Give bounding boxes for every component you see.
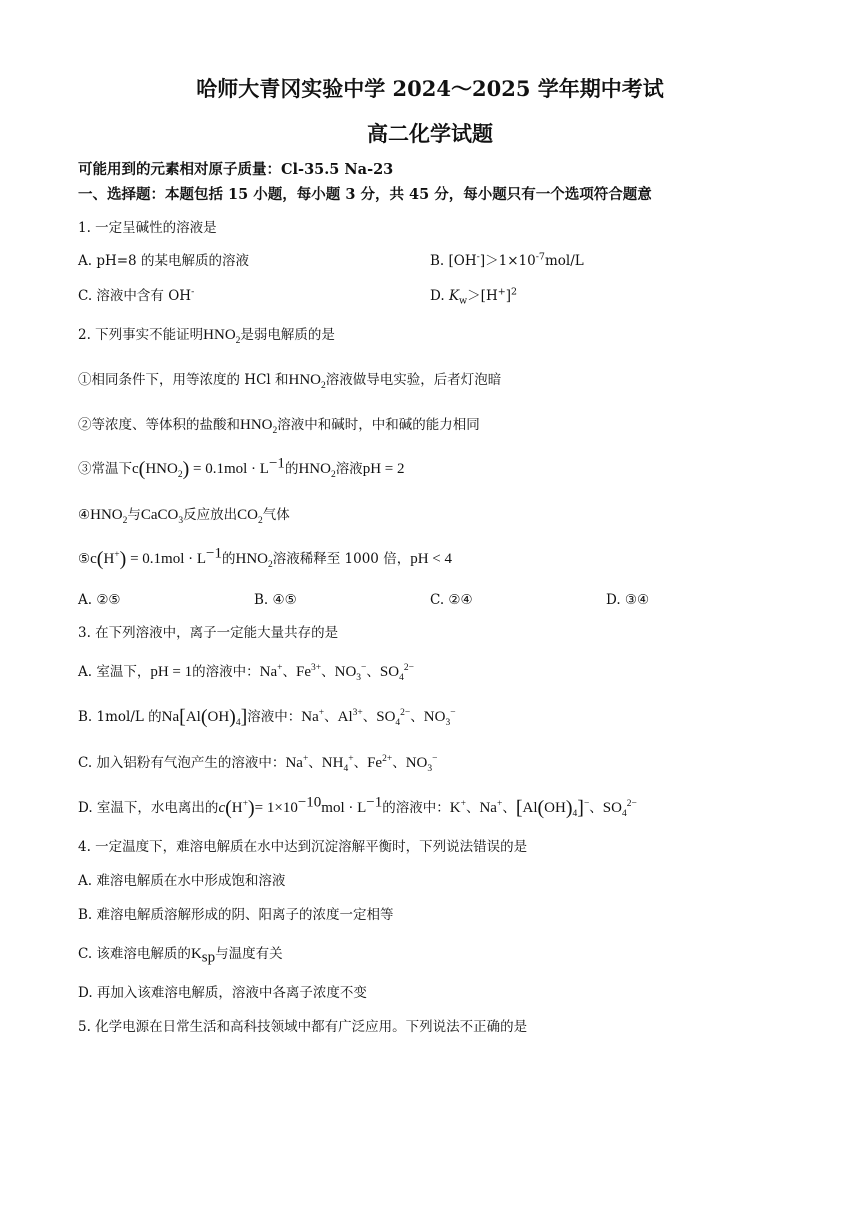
q1-option-a: A. pH=8 的某电解质的溶液 (78, 253, 249, 269)
q3-option-a: A. 室温下，pH = 1的溶液中：Na+、$Fe^{3+}$、$NO_3^-$、$SO_4^{2-}$ (78, 663, 414, 683)
q2-option-b: B. ④⑤ (254, 592, 297, 608)
q1-option-d: D. $K_w>[H^+]^2$ (430, 286, 518, 307)
q2-option-a: A. ②⑤ (78, 592, 121, 608)
atomic-mass-note: 可能用到的元素相对原子质量：Cl-35.5 Na-23 (78, 161, 394, 178)
q1-option-c: C. 溶液中含有 OH- (78, 286, 195, 304)
q1-option-b: B. $[OH^-]>1\times 10^{-7}mol/L$ (430, 251, 584, 269)
exam-subtitle: 高二化学试题 (367, 121, 493, 146)
section-heading: 一、选择题：本题包括 15 小题，每小题 3 分，共 45 分，每小题只有一个选项符合题意 (78, 186, 652, 203)
exam-title: 哈师大青冈实验中学 2024～2025 学年期中考试 (196, 76, 664, 101)
q2-statement-3: ③常温下$c(HNO_2) = 0.1mol \cdot L^{-1}$的$HNO_2$溶液pH = 2 (78, 455, 405, 480)
q4-option-b: B. 难溶电解质溶解形成的阴、阳离子的浓度一定相等 (78, 907, 394, 923)
q2-option-d: D. ③④ (606, 592, 650, 608)
q2-statement-1: ①相同条件下，用等浓度的 HCl 和$HNO_2$溶液做导电实验，后者灯泡暗 (78, 372, 502, 391)
q4-option-d: D. 再加入该难溶电解质，溶液中各离子浓度不变 (78, 985, 367, 1001)
q2-statement-2: ②等浓度、等体积的盐酸和$HNO_2$溶液中和碱时，中和碱的能力相同 (78, 417, 480, 436)
q2-stem: 2. 下列事实不能证明$HNO_2$是弱电解质的是 (78, 327, 335, 346)
q3-stem: 3. 在下列溶液中，离子一定能大量共存的是 (78, 625, 339, 641)
q2-option-c: C. ②④ (430, 592, 473, 608)
q4-option-c: C. 该难溶电解质的$K_{sp}$与温度有关 (78, 946, 283, 966)
q2-statement-5: ⑤c(H+) = $0.1mol \cdot L^{-1}$的$HNO_2$溶液稀释至 1000 倍，pH < 4 (78, 545, 452, 570)
q3-option-d: D. 室温下，水电离出的$c(H^+)= 1\times 10^{-10}mol \cdot L^{-1}$的溶液中：K+、Na+、$[Al(OH)_4]^-$、$SO_4^{2-}$ (78, 794, 637, 819)
q5-stem: 5. 化学电源在日常生活和高科技领域中都有广泛应用。下列说法不正确的是 (78, 1019, 528, 1035)
q1-stem: 1. 一定呈碱性的溶液是 (78, 220, 217, 236)
q3-option-c: C. 加入铝粉有气泡产生的溶液中：Na+、$NH_4^+$、$Fe^{2+}$、$NO_3^-$ (78, 754, 438, 774)
q4-option-a: A. 难溶电解质在水中形成饱和溶液 (78, 873, 286, 889)
q3-option-b: B. 1mol/L 的$Na[Al(OH)_4]$溶液中：Na+、$Al^{3+}$、$SO_4^{2-}$、$NO_3^-$ (78, 706, 456, 728)
q4-stem: 4. 一定温度下，难溶电解质在水中达到沉淀溶解平衡时，下列说法错误的是 (78, 839, 528, 855)
q2-statement-4: $④HNO_2$与CaCO$_3$反应放出$CO_2$气体 (78, 507, 290, 526)
